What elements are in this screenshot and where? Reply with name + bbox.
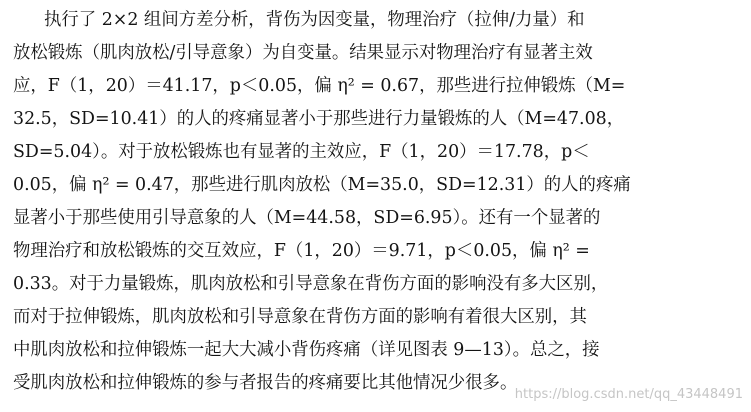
text-line: 物理治疗和放松锻炼的交互效应，F（1，20）＝9.71，p＜0.05，偏 η² = (13, 241, 590, 261)
text-line: SD=5.04）。对于放松锻炼也有显著的主效应，F（1，20）＝17.78，p＜ (13, 142, 590, 162)
text-line: 32.5，SD=10.41）的人的疼痛显著小于那些进行力量锻炼的人（M=47.08， (13, 109, 625, 129)
text-line: 受肌肉放松和拉伸锻炼的参与者报告的疼痛要比其他情况少很多。 (13, 373, 518, 393)
text-line: 中肌肉放松和拉伸锻炼一起大大减小背伤疼痛（详见图表 9—13）。总之，接 (13, 340, 600, 360)
text-line: 0.05，偏 η² = 0.47，那些进行肌肉放松（M=35.0，SD=12.31）的人的疼痛 (13, 175, 631, 195)
text-line: 显著小于那些使用引导意象的人（M=44.58，SD=6.95）。还有一个显著的 (13, 208, 601, 228)
text-line: 执行了 2×2 组间方差分析，背伤为因变量，物理治疗（拉伸/力量）和 (44, 10, 585, 30)
text-line: 放松锻炼（肌肉放松/引导意象）为自变量。结果显示对物理治疗有显著主效 (13, 43, 593, 63)
text-line: 应，F（1，20）＝41.17，p＜0.05，偏 η² = 0.67，那些进行拉伸锻炼（M= (13, 76, 626, 96)
text-line: 而对于拉伸锻炼，肌肉放松和引导意象在背伤方面的影响有着很大区别，其 (13, 307, 587, 327)
text-line: 0.33。对于力量锻炼，肌肉放松和引导意象在背伤方面的影响没有多大区别， (13, 274, 609, 294)
watermark-text: https://blog.csdn.net/qq_43448491 (514, 387, 743, 402)
